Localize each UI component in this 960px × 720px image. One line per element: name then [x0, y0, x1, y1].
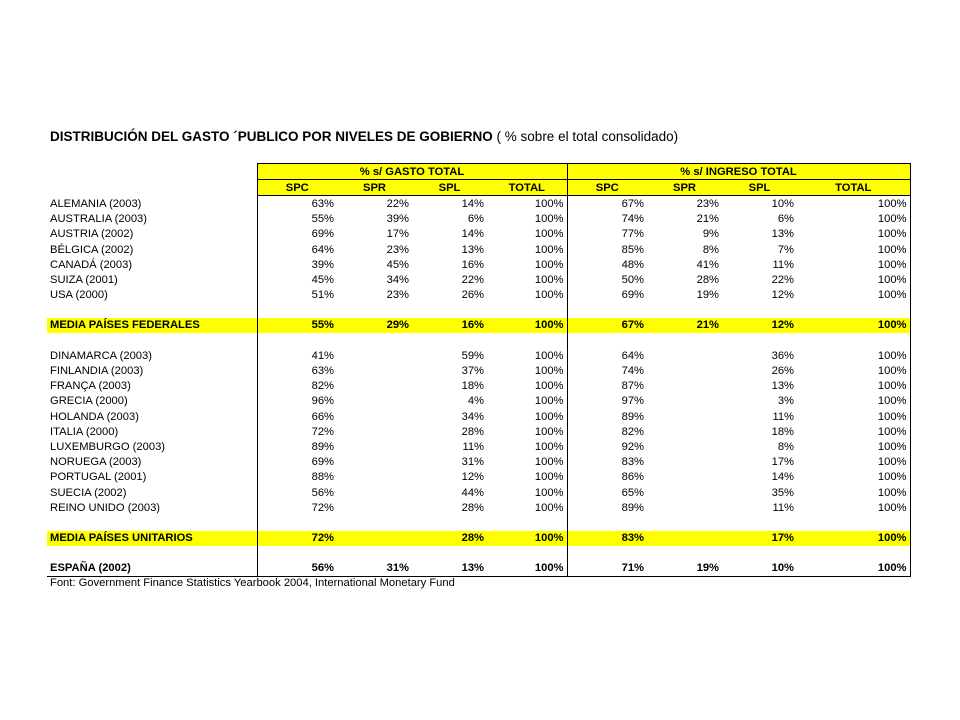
value-cell-gasto-spr: [337, 333, 412, 348]
value-cell-gasto-spc: 72%: [257, 531, 337, 546]
country-cell: MEDIA PAÍSES FEDERALES: [47, 318, 257, 333]
value-cell-gasto-spl: 14%: [461, 228, 484, 241]
value-cell-ingreso-spc: 77%: [621, 228, 644, 241]
value-cell-ingreso-spc: [567, 333, 647, 348]
country-cell: SUIZA (2001): [47, 272, 257, 287]
value-cell-gasto-spl: 13%: [412, 561, 487, 577]
country-cell: AUSTRALIA (2003): [47, 212, 257, 227]
value-cell-ingreso-spl: 10%: [722, 561, 797, 577]
value-cell-gasto-spl: 6%: [467, 213, 484, 226]
value-cell-ingreso-spl: 13%: [771, 380, 794, 393]
value-cell-gasto-spc: 72%: [311, 425, 334, 438]
spacer-row: [47, 515, 910, 530]
value-cell-ingreso-spr: [647, 531, 722, 546]
value-cell-gasto-spl: 37%: [461, 365, 484, 378]
value-cell-gasto-spc: 63%: [311, 365, 334, 378]
value-cell-ingreso-spr: 28%: [696, 273, 719, 286]
value-cell-ingreso-spr: 23%: [696, 197, 719, 210]
value-cell-gasto-spl: 44%: [461, 486, 484, 499]
value-cell-ingreso-total: [797, 333, 910, 348]
value-cell-ingreso-spr: [647, 348, 722, 363]
value-cell-gasto-spr: 23%: [386, 289, 409, 302]
table-row: [47, 288, 910, 303]
table-title-main: DISTRIBUCIÓN DEL GASTO ´PUBLICO POR NIVELES DE GOBIERNO: [50, 129, 493, 144]
value-cell-ingreso-total: 100%: [797, 394, 910, 409]
value-cell-ingreso-total: 100%: [797, 439, 910, 454]
value-cell-ingreso-spc: [567, 515, 647, 530]
country-cell: CANADÁ (2003): [47, 257, 257, 272]
table-title: [50, 129, 678, 144]
value-cell-ingreso-spr: [647, 333, 722, 348]
value-cell-gasto-total: 100%: [487, 272, 567, 287]
value-cell-gasto-spr: [337, 439, 412, 454]
value-cell-ingreso-spc: 67%: [621, 197, 644, 210]
value-cell-gasto-spl: 16%: [461, 258, 484, 271]
value-cell-ingreso-total: 100%: [797, 409, 910, 424]
spacer-row: [47, 303, 910, 318]
value-cell-ingreso-total: [797, 515, 910, 530]
country-cell: ESPAÑA (2002): [47, 561, 257, 577]
table-row: [47, 196, 910, 212]
value-cell-gasto-spl: 12%: [461, 471, 484, 484]
col-header-gasto-spl: SPL: [412, 180, 487, 196]
value-cell-gasto-spl: [412, 546, 487, 561]
value-cell-ingreso-spc: 87%: [621, 380, 644, 393]
value-cell-gasto-spl: 28%: [412, 531, 487, 546]
table-row: [47, 212, 910, 227]
value-cell-ingreso-spl: 12%: [722, 318, 797, 333]
country-cell: REINO UNIDO (2003): [47, 500, 257, 515]
value-cell-gasto-spr: 29%: [337, 318, 412, 333]
value-cell-gasto-spr: 45%: [386, 258, 409, 271]
value-cell-ingreso-spc: [567, 303, 647, 318]
country-cell: HOLANDA (2003): [47, 409, 257, 424]
table-row: [47, 348, 910, 363]
value-cell-ingreso-total: 100%: [797, 318, 910, 333]
spacer-row: [47, 546, 910, 561]
country-cell: GRECIA (2000): [47, 394, 257, 409]
value-cell-ingreso-total: 100%: [797, 348, 910, 363]
value-cell-gasto-spl: 11%: [462, 440, 484, 453]
value-cell-ingreso-spr: [647, 500, 722, 515]
value-cell-gasto-spc: 64%: [311, 243, 334, 256]
value-cell-ingreso-spl: [722, 333, 797, 348]
value-cell-gasto-total: 100%: [487, 196, 567, 212]
header-corner: [47, 164, 257, 180]
value-cell-gasto-total: 100%: [487, 318, 567, 333]
country-cell: NORUEGA (2003): [47, 455, 257, 470]
value-cell-ingreso-spr: [647, 379, 722, 394]
value-cell-gasto-total: 100%: [487, 561, 567, 577]
value-cell-ingreso-spl: 17%: [722, 531, 797, 546]
value-cell-gasto-total: [487, 333, 567, 348]
value-cell-ingreso-spc: 92%: [621, 440, 644, 453]
value-cell-gasto-spr: [337, 424, 412, 439]
value-cell-gasto-spr: [337, 394, 412, 409]
table-row: [47, 379, 910, 394]
value-cell-ingreso-spc: 50%: [621, 273, 644, 286]
value-cell-gasto-spc: 89%: [311, 440, 334, 453]
table-row: [47, 470, 910, 485]
value-cell-gasto-spl: 16%: [412, 318, 487, 333]
value-cell-gasto-total: 100%: [487, 409, 567, 424]
value-cell-gasto-spr: [337, 379, 412, 394]
value-cell-ingreso-spc: 67%: [567, 318, 647, 333]
value-cell-gasto-spl: [412, 515, 487, 530]
table-row: [47, 455, 910, 470]
value-cell-ingreso-spl: 8%: [777, 440, 794, 453]
value-cell-ingreso-total: 100%: [797, 242, 910, 257]
country-cell: [47, 546, 257, 561]
value-cell-gasto-spl: 26%: [461, 289, 484, 302]
value-cell-gasto-spr: 22%: [386, 197, 409, 210]
value-cell-ingreso-total: 100%: [797, 212, 910, 227]
value-cell-ingreso-spc: 71%: [567, 561, 647, 577]
value-cell-ingreso-total: 100%: [797, 561, 910, 577]
value-cell-ingreso-spl: [722, 303, 797, 318]
country-cell: [47, 303, 257, 318]
value-cell-ingreso-spr: 21%: [647, 318, 722, 333]
table-row: [47, 227, 910, 242]
col-header-ingreso-spl: SPL: [722, 180, 797, 196]
country-cell: AUSTRIA (2002): [47, 227, 257, 242]
value-cell-gasto-total: 100%: [487, 363, 567, 378]
value-cell-ingreso-spr: [647, 363, 722, 378]
value-cell-ingreso-total: 100%: [797, 272, 910, 287]
value-cell-ingreso-spl: 11%: [772, 501, 794, 514]
value-cell-ingreso-total: 100%: [797, 531, 910, 546]
value-cell-gasto-spl: 59%: [461, 349, 484, 362]
value-cell-ingreso-spc: 64%: [621, 349, 644, 362]
value-cell-gasto-spl: [412, 303, 487, 318]
table-row: [47, 394, 910, 409]
value-cell-gasto-total: 100%: [487, 212, 567, 227]
country-cell: FINLANDIA (2003): [47, 363, 257, 378]
value-cell-gasto-spl: 22%: [461, 273, 484, 286]
value-cell-gasto-spc: 82%: [311, 380, 334, 393]
value-cell-gasto-spc: 56%: [257, 561, 337, 577]
value-cell-gasto-spc: 55%: [257, 318, 337, 333]
value-cell-ingreso-spr: 8%: [702, 243, 719, 256]
country-cell: FRANÇA (2003): [47, 379, 257, 394]
table-row: [47, 500, 910, 515]
value-cell-gasto-spc: 39%: [311, 258, 334, 271]
value-cell-ingreso-spl: 26%: [771, 365, 794, 378]
value-cell-gasto-total: 100%: [487, 257, 567, 272]
value-cell-gasto-total: [487, 546, 567, 561]
country-cell: MEDIA PAÍSES UNITARIOS: [47, 531, 257, 546]
header-corner-2: [47, 180, 257, 196]
value-cell-gasto-total: 100%: [487, 424, 567, 439]
value-cell-ingreso-spl: 14%: [771, 471, 794, 484]
value-cell-ingreso-spr: [647, 409, 722, 424]
value-cell-ingreso-spc: 83%: [621, 456, 644, 469]
value-cell-ingreso-total: 100%: [797, 288, 910, 303]
value-cell-ingreso-spc: 89%: [621, 410, 644, 423]
value-cell-ingreso-total: 100%: [797, 227, 910, 242]
value-cell-gasto-spl: [412, 333, 487, 348]
value-cell-ingreso-spl: 22%: [771, 273, 794, 286]
value-cell-ingreso-spl: [722, 546, 797, 561]
value-cell-ingreso-spl: 36%: [771, 349, 794, 362]
value-cell-gasto-total: 100%: [487, 485, 567, 500]
country-cell: [47, 515, 257, 530]
value-cell-ingreso-spc: 85%: [621, 243, 644, 256]
value-cell-ingreso-spl: 7%: [777, 243, 794, 256]
value-cell-gasto-spc: 69%: [311, 228, 334, 241]
value-cell-gasto-spl: 28%: [461, 501, 484, 514]
header-ingreso-total: % s/ INGRESO TOTAL: [567, 164, 910, 180]
value-cell-gasto-spc: 69%: [311, 456, 334, 469]
value-cell-gasto-total: [487, 303, 567, 318]
table-row: [47, 363, 910, 378]
value-cell-ingreso-spl: [722, 515, 797, 530]
value-cell-gasto-total: 100%: [487, 379, 567, 394]
country-cell: [47, 333, 257, 348]
value-cell-gasto-spc: 96%: [311, 395, 334, 408]
value-cell-ingreso-total: 100%: [797, 455, 910, 470]
value-cell-gasto-total: 100%: [487, 531, 567, 546]
value-cell-gasto-spc: 66%: [311, 410, 334, 423]
value-cell-gasto-total: 100%: [487, 348, 567, 363]
value-cell-ingreso-spl: 6%: [777, 213, 794, 226]
value-cell-gasto-spr: 34%: [386, 273, 409, 286]
value-cell-ingreso-spr: [647, 455, 722, 470]
col-header-gasto-spc: SPC: [257, 180, 337, 196]
col-header-ingreso-total: TOTAL: [797, 180, 910, 196]
value-cell-gasto-spc: 41%: [311, 349, 334, 362]
table-row: [47, 485, 910, 500]
value-cell-ingreso-spc: 82%: [621, 425, 644, 438]
table-row: [47, 257, 910, 272]
value-cell-gasto-spc: [257, 546, 337, 561]
value-cell-gasto-spr: 17%: [386, 228, 409, 241]
value-cell-ingreso-spc: 89%: [621, 501, 644, 514]
value-cell-gasto-total: 100%: [487, 500, 567, 515]
header-columns-row: [47, 180, 910, 196]
col-header-ingreso-spr: SPR: [647, 180, 722, 196]
value-cell-gasto-spc: [257, 303, 337, 318]
table-row: [47, 561, 910, 577]
value-cell-gasto-total: [487, 515, 567, 530]
value-cell-gasto-spc: 63%: [311, 197, 334, 210]
value-cell-gasto-spl: 34%: [461, 410, 484, 423]
value-cell-gasto-spl: 28%: [461, 425, 484, 438]
table-title-note: ( % sobre el total consolidado): [492, 129, 679, 144]
value-cell-ingreso-spl: 17%: [771, 456, 794, 469]
value-cell-ingreso-spl: 18%: [771, 425, 794, 438]
value-cell-ingreso-spr: [647, 424, 722, 439]
value-cell-gasto-spr: [337, 409, 412, 424]
value-cell-ingreso-total: 100%: [797, 485, 910, 500]
value-cell-gasto-spr: [337, 515, 412, 530]
value-cell-gasto-spc: 51%: [311, 289, 334, 302]
value-cell-ingreso-spc: 65%: [621, 486, 644, 499]
value-cell-gasto-spl: 4%: [467, 395, 484, 408]
value-cell-ingreso-total: [797, 303, 910, 318]
distribution-table: [47, 163, 911, 577]
value-cell-ingreso-total: 100%: [797, 424, 910, 439]
value-cell-ingreso-total: 100%: [797, 363, 910, 378]
value-cell-gasto-total: 100%: [487, 439, 567, 454]
value-cell-gasto-spr: [337, 363, 412, 378]
value-cell-gasto-spc: [257, 333, 337, 348]
value-cell-gasto-spc: 55%: [311, 213, 334, 226]
country-cell: LUXEMBURGO (2003): [47, 439, 257, 454]
value-cell-gasto-spr: [337, 485, 412, 500]
value-cell-gasto-spl: 18%: [461, 380, 484, 393]
value-cell-ingreso-spl: 11%: [772, 410, 794, 423]
value-cell-gasto-spr: [337, 303, 412, 318]
value-cell-gasto-spr: [337, 500, 412, 515]
value-cell-ingreso-spc: 48%: [621, 258, 644, 271]
country-cell: SUECIA (2002): [47, 485, 257, 500]
value-cell-ingreso-spr: 9%: [702, 228, 719, 241]
average-row: [47, 318, 910, 333]
value-cell-gasto-total: 100%: [487, 394, 567, 409]
value-cell-ingreso-spr: 19%: [696, 289, 719, 302]
spacer-row: [47, 333, 910, 348]
value-cell-ingreso-spc: 69%: [621, 289, 644, 302]
value-cell-ingreso-spr: [647, 485, 722, 500]
value-cell-gasto-spr: [337, 470, 412, 485]
value-cell-gasto-spl: 13%: [461, 243, 484, 256]
value-cell-gasto-spr: 31%: [337, 561, 412, 577]
value-cell-gasto-spl: 14%: [461, 197, 484, 210]
value-cell-ingreso-spl: 10%: [771, 197, 794, 210]
average-row: [47, 531, 910, 546]
value-cell-ingreso-spc: 86%: [621, 471, 644, 484]
value-cell-ingreso-total: 100%: [797, 500, 910, 515]
value-cell-ingreso-spc: 74%: [621, 365, 644, 378]
value-cell-ingreso-spr: [647, 394, 722, 409]
header-gasto-total: % s/ GASTO TOTAL: [257, 164, 567, 180]
table-row: [47, 409, 910, 424]
value-cell-gasto-spr: [337, 348, 412, 363]
value-cell-ingreso-spr: 41%: [696, 258, 719, 271]
value-cell-ingreso-spl: 13%: [771, 228, 794, 241]
value-cell-ingreso-total: [797, 546, 910, 561]
value-cell-ingreso-spc: 83%: [567, 531, 647, 546]
value-cell-gasto-total: 100%: [487, 455, 567, 470]
value-cell-ingreso-spr: [647, 439, 722, 454]
value-cell-ingreso-spl: 3%: [777, 395, 794, 408]
col-header-gasto-spr: SPR: [337, 180, 412, 196]
value-cell-ingreso-spc: 97%: [621, 395, 644, 408]
value-cell-gasto-spr: [337, 455, 412, 470]
value-cell-ingreso-spr: [647, 303, 722, 318]
country-cell: ITALIA (2000): [47, 424, 257, 439]
country-cell: ALEMANIA (2003): [47, 196, 257, 212]
value-cell-gasto-total: 100%: [487, 227, 567, 242]
country-cell: BÉLGICA (2002): [47, 242, 257, 257]
table-row: [47, 424, 910, 439]
value-cell-ingreso-total: 100%: [797, 196, 910, 212]
value-cell-ingreso-total: 100%: [797, 257, 910, 272]
source-note: Font: Government Finance Statistics Yearbook 2004, International Monetary Fund: [50, 577, 455, 589]
value-cell-gasto-total: 100%: [487, 288, 567, 303]
value-cell-ingreso-spr: [647, 515, 722, 530]
country-cell: PORTUGAL (2001): [47, 470, 257, 485]
value-cell-gasto-spr: 39%: [386, 213, 409, 226]
value-cell-gasto-total: 100%: [487, 242, 567, 257]
country-cell: DINAMARCA (2003): [47, 348, 257, 363]
value-cell-gasto-spr: 23%: [386, 243, 409, 256]
value-cell-ingreso-spc: 74%: [621, 213, 644, 226]
value-cell-ingreso-spr: 19%: [647, 561, 722, 577]
value-cell-gasto-spr: [337, 531, 412, 546]
country-cell: USA (2000): [47, 288, 257, 303]
table-row: [47, 242, 910, 257]
value-cell-gasto-spl: 31%: [461, 456, 484, 469]
value-cell-gasto-spc: 45%: [311, 273, 334, 286]
value-cell-ingreso-spc: [567, 546, 647, 561]
value-cell-ingreso-spr: 21%: [696, 213, 719, 226]
value-cell-gasto-total: 100%: [487, 470, 567, 485]
table-row: [47, 272, 910, 287]
value-cell-ingreso-spr: [647, 470, 722, 485]
value-cell-ingreso-spl: 35%: [771, 486, 794, 499]
table-row: [47, 439, 910, 454]
value-cell-ingreso-total: 100%: [797, 379, 910, 394]
value-cell-ingreso-spl: 12%: [771, 289, 794, 302]
value-cell-gasto-spc: 88%: [311, 471, 334, 484]
col-header-gasto-total: TOTAL: [487, 180, 567, 196]
value-cell-ingreso-total: 100%: [797, 470, 910, 485]
col-header-ingreso-spc: SPC: [567, 180, 647, 196]
header-group-row: [47, 164, 910, 180]
value-cell-gasto-spc: [257, 515, 337, 530]
value-cell-gasto-spc: 72%: [311, 501, 334, 514]
value-cell-ingreso-spr: [647, 546, 722, 561]
value-cell-gasto-spc: 56%: [311, 486, 334, 499]
value-cell-ingreso-spl: 11%: [772, 258, 794, 271]
value-cell-gasto-spr: [337, 546, 412, 561]
